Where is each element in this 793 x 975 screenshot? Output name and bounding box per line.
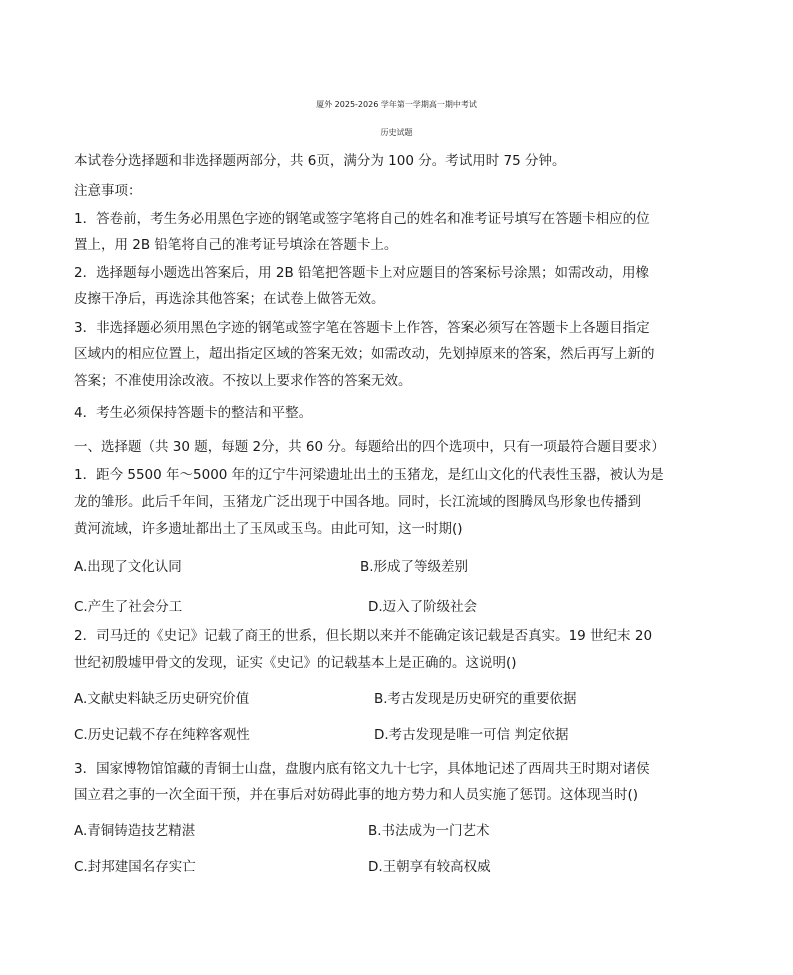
note-2-line-2: 皮擦干净后，再选涂其他答案；在试卷上做答无效。 xyxy=(74,291,385,307)
q3-option-c: C.封邦建国名存实亡 xyxy=(74,859,196,875)
q2-option-a: A.文献史料缺乏历史研究价值 xyxy=(74,691,250,707)
exam-title: 厦外 2025-2026 学年第一学期高一期中考试 xyxy=(316,100,477,109)
q2-option-c: C.历史记载不存在纯粹客观性 xyxy=(74,727,250,743)
note-4: 4．考生必须保持答题卡的整洁和平整。 xyxy=(74,405,313,421)
note-2-line-1: 2．选择题每小题选出答案后，用 2B 铅笔把答题卡上对应题目的答案标号涂黑；如需改动，用橡 xyxy=(74,265,650,281)
section-heading: 一、选择题（共 30 题，每题 2分，共 60 分。每题给出的四个选项中，只有一项最符合题目要求） xyxy=(74,439,665,455)
q2-stem-line-1: 2．司马迁的《史记》记载了商王的世系，但长期以来并不能确定该记载是否真实。19 世纪末 20 xyxy=(74,628,653,644)
exam-subtitle: 历史试题 xyxy=(380,128,413,137)
q2-option-b: B.考古发现是历史研究的重要依据 xyxy=(374,691,577,707)
q1-stem-line-2: 龙的雏形。此后千年间，玉猪龙广泛出现于中国各地。同时，长江流域的图腾凤鸟形象也传播到 xyxy=(74,494,641,510)
note-3-line-2: 区域内的相应位置上，超出指定区域的答案无效；如需改动，先划掉原来的答案，然后再写上新的 xyxy=(74,346,655,362)
q3-stem-line-2: 国立君之事的一次全面干预，并在事后对妨碍此事的地方势力和人员实施了惩罚。这体现当时() xyxy=(74,787,639,803)
q3-option-b: B.书法成为一门艺术 xyxy=(368,823,490,839)
note-1-line-2: 置上，用 2B 铅笔将自己的准考证号填涂在答题卡上。 xyxy=(74,237,398,253)
q1-option-a: A.出现了文化认同 xyxy=(74,559,182,575)
q2-option-d: D.考古发现是唯一可信 判定依据 xyxy=(374,727,569,743)
q1-stem-line-3: 黄河流域，许多遗址都出土了玉凤或玉鸟。由此可知，这一时期() xyxy=(74,521,463,537)
q3-stem-line-1: 3．国家博物馆馆藏的青铜士山盘，盘腹内底有铭文九十七字，具体地记述了西周共王时期对诸侯 xyxy=(74,761,650,777)
q1-option-d: D.迈入了阶级社会 xyxy=(368,599,478,615)
exam-intro: 本试卷分选择题和非选择题两部分，共 6页，满分为 100 分。考试用时 75 分钟。 xyxy=(74,153,566,169)
q3-option-a: A.青铜铸造技艺精湛 xyxy=(74,823,196,839)
note-3-line-3: 答案；不准使用涂改液。不按以上要求作答的答案无效。 xyxy=(74,373,412,389)
q3-option-d: D.王朝享有较高权威 xyxy=(368,859,491,875)
q2-stem-line-2: 世纪初殷墟甲骨文的发现，证实《史记》的记载基本上是正确的。这说明() xyxy=(74,655,517,671)
notes-heading: 注意事项： xyxy=(74,183,142,199)
q1-stem-line-1: 1．距今 5500 年～5000 年的辽宁牛河梁遗址出土的玉猪龙，是红山文化的代表性玉器，被认为是 xyxy=(74,467,664,483)
q1-option-c: C.产生了社会分工 xyxy=(74,599,183,615)
q1-option-b: B.形成了等级差别 xyxy=(360,559,469,575)
note-3-line-1: 3．非选择题必须用黑色字迹的钢笔或签字笔在答题卡上作答，答案必须写在答题卡上各题目指定 xyxy=(74,320,650,336)
note-1-line-1: 1．答卷前，考生务必用黑色字迹的钢笔或签字笔将自己的姓名和准考证号填写在答题卡相应的位 xyxy=(74,211,650,227)
